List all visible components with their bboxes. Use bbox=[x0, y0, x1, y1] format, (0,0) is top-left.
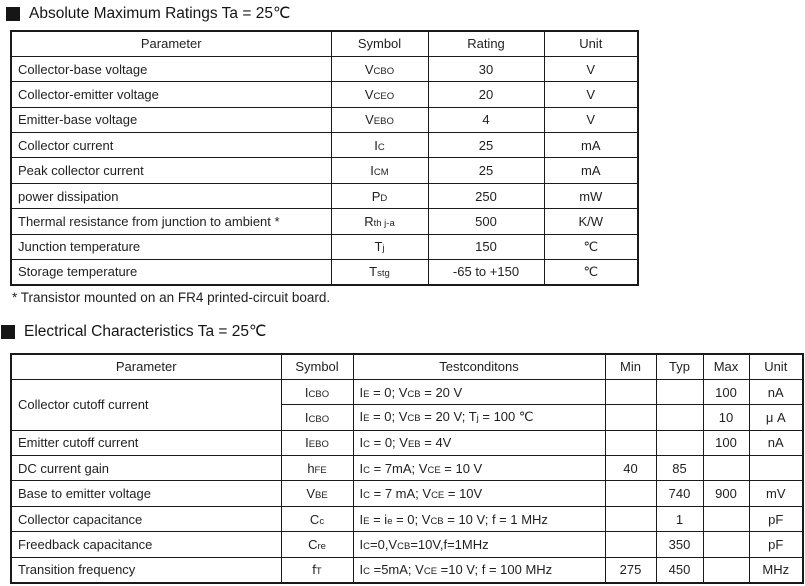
electrical-header-6: Unit bbox=[749, 354, 803, 379]
symbol-text: I bbox=[359, 460, 364, 476]
abs-max-parameter-cell: Thermal resistance from junction to ambient * bbox=[11, 209, 331, 234]
electrical-table-body bbox=[11, 379, 803, 582]
abs-max-row-2 bbox=[11, 107, 638, 132]
subscript-text: CB bbox=[407, 413, 421, 425]
subscript-text: E bbox=[363, 388, 370, 400]
abs-max-parameter-cell: Emitter-base voltage bbox=[11, 107, 331, 132]
abs-max-rating-cell: -65 to +150 bbox=[428, 260, 544, 285]
electrical-parameter-cell: Emitter cutoff current bbox=[11, 430, 281, 455]
abs-max-section-title bbox=[6, 4, 290, 23]
electrical-symbol-cell bbox=[281, 456, 353, 481]
electrical-conditions-cell bbox=[353, 430, 605, 455]
symbol-text: = 4V bbox=[420, 435, 452, 451]
symbol-text: I bbox=[359, 511, 364, 527]
electrical-characteristics-table bbox=[10, 353, 804, 584]
symbol-text: I bbox=[370, 163, 374, 179]
electrical-conditions-cell bbox=[353, 532, 605, 557]
symbol-text: T bbox=[374, 239, 383, 255]
abs-max-parameter-cell: Collector-emitter voltage bbox=[11, 82, 331, 107]
subscript-text: C bbox=[363, 490, 370, 502]
electrical-symbol-cell bbox=[281, 379, 353, 404]
electrical-parameter-cell: Collector cutoff current bbox=[11, 379, 281, 430]
subscript-text: CB bbox=[397, 540, 411, 552]
electrical-header-1: Symbol bbox=[281, 354, 353, 379]
abs-max-header-1: Symbol bbox=[331, 31, 428, 56]
symbol-text: = 7mA; V bbox=[370, 460, 428, 476]
subscript-text: c bbox=[319, 515, 325, 527]
electrical-max-cell bbox=[703, 506, 749, 531]
subscript-text: CBO bbox=[373, 65, 395, 77]
electrical-parameter-cell: Freedback capacitance bbox=[11, 532, 281, 557]
symbol-text: V bbox=[365, 112, 374, 128]
electrical-header-2: Testconditons bbox=[353, 354, 605, 379]
electrical-max-cell bbox=[703, 557, 749, 582]
abs-max-rating-cell: 20 bbox=[428, 82, 544, 107]
symbol-text: V bbox=[306, 486, 315, 502]
section-marker-icon bbox=[1, 325, 15, 339]
electrical-parameter-cell: DC current gain bbox=[11, 456, 281, 481]
electrical-min-cell bbox=[605, 379, 656, 404]
abs-max-symbol-cell bbox=[331, 133, 428, 158]
electrical-title-text: Electrical Characteristics Ta = 25℃ bbox=[24, 323, 267, 340]
electrical-unit-cell: MHz bbox=[749, 557, 803, 582]
electrical-symbol-cell bbox=[281, 481, 353, 506]
symbol-text: = 20 V; T bbox=[420, 409, 477, 425]
electrical-conditions-cell bbox=[353, 456, 605, 481]
symbol-text: h bbox=[307, 460, 315, 476]
electrical-symbol-cell bbox=[281, 506, 353, 531]
electrical-conditions-cell bbox=[353, 405, 605, 430]
symbol-text: C bbox=[308, 536, 318, 552]
abs-max-unit-cell: V bbox=[544, 56, 638, 81]
electrical-parameter-cell: Collector capacitance bbox=[11, 506, 281, 531]
electrical-symbol-cell bbox=[281, 430, 353, 455]
electrical-max-cell bbox=[703, 532, 749, 557]
electrical-parameter-cell: Transition frequency bbox=[11, 557, 281, 582]
subscript-text: j bbox=[382, 243, 385, 255]
electrical-unit-cell: μ A bbox=[749, 405, 803, 430]
electrical-typ-cell bbox=[656, 405, 703, 430]
subscript-text: EB bbox=[407, 439, 421, 451]
electrical-symbol-cell bbox=[281, 405, 353, 430]
symbol-text: I bbox=[359, 536, 364, 552]
abs-max-parameter-cell: Peak collector current bbox=[11, 158, 331, 183]
electrical-row-6 bbox=[11, 532, 803, 557]
electrical-min-cell: 275 bbox=[605, 557, 656, 582]
electrical-typ-cell: 1 bbox=[656, 506, 703, 531]
electrical-unit-cell: pF bbox=[749, 532, 803, 557]
electrical-header-3: Min bbox=[605, 354, 656, 379]
subscript-text: C bbox=[377, 141, 385, 153]
electrical-row-4 bbox=[11, 481, 803, 506]
electrical-max-cell: 100 bbox=[703, 379, 749, 404]
subscript-text: e bbox=[387, 515, 393, 527]
symbol-text: R bbox=[364, 213, 374, 229]
symbol-text: I bbox=[305, 435, 309, 451]
subscript-text: CB bbox=[430, 515, 444, 527]
abs-max-rating-cell: 500 bbox=[428, 209, 544, 234]
subscript-text: E bbox=[363, 515, 370, 527]
abs-max-header-0: Parameter bbox=[11, 31, 331, 56]
electrical-typ-cell: 85 bbox=[656, 456, 703, 481]
abs-max-rating-cell: 30 bbox=[428, 56, 544, 81]
subscript-text: C bbox=[363, 439, 370, 451]
abs-max-row-7 bbox=[11, 234, 638, 259]
electrical-typ-cell bbox=[656, 430, 703, 455]
electrical-max-cell: 900 bbox=[703, 481, 749, 506]
abs-max-row-0 bbox=[11, 56, 638, 81]
subscript-text: CBO bbox=[308, 413, 330, 425]
abs-max-symbol-cell bbox=[331, 234, 428, 259]
abs-max-row-4 bbox=[11, 158, 638, 183]
abs-max-unit-cell: K/W bbox=[544, 209, 638, 234]
electrical-unit-cell: nA bbox=[749, 379, 803, 404]
symbol-text: = 100 ℃ bbox=[478, 409, 534, 425]
symbol-text: f bbox=[312, 562, 316, 578]
subscript-text: CE bbox=[427, 464, 441, 476]
abs-max-unit-cell: mW bbox=[544, 183, 638, 208]
section-marker-icon bbox=[6, 7, 20, 21]
abs-max-row-6 bbox=[11, 209, 638, 234]
electrical-min-cell bbox=[605, 506, 656, 531]
subscript-text: th j-a bbox=[373, 217, 395, 229]
subscript-text: CBO bbox=[308, 388, 330, 400]
electrical-max-cell: 10 bbox=[703, 405, 749, 430]
symbol-text: = 10 V; f = 1 MHz bbox=[443, 511, 548, 527]
symbol-text: I bbox=[304, 409, 309, 425]
symbol-text: = 0; V bbox=[392, 511, 431, 527]
subscript-text: CB bbox=[407, 388, 421, 400]
subscript-text: re bbox=[317, 540, 326, 552]
electrical-conditions-cell bbox=[353, 379, 605, 404]
subscript-text: j bbox=[476, 413, 479, 425]
electrical-header-0: Parameter bbox=[11, 354, 281, 379]
abs-max-unit-cell: ℃ bbox=[544, 234, 638, 259]
abs-max-header-2: Rating bbox=[428, 31, 544, 56]
electrical-min-cell bbox=[605, 481, 656, 506]
symbol-text: = 10V bbox=[444, 486, 483, 502]
symbol-text: =0,V bbox=[370, 536, 398, 552]
symbol-text: = 20 V bbox=[420, 384, 463, 400]
subscript-text: C bbox=[363, 464, 370, 476]
subscript-text: FE bbox=[314, 464, 327, 476]
subscript-text: stg bbox=[377, 268, 390, 280]
electrical-min-cell bbox=[605, 430, 656, 455]
subscript-text: D bbox=[380, 192, 388, 204]
symbol-text: I bbox=[304, 384, 309, 400]
electrical-conditions-cell bbox=[353, 557, 605, 582]
abs-max-rating-cell: 25 bbox=[428, 158, 544, 183]
electrical-row-7 bbox=[11, 557, 803, 582]
electrical-typ-cell: 350 bbox=[656, 532, 703, 557]
abs-max-parameter-cell: Collector current bbox=[11, 133, 331, 158]
symbol-text: C bbox=[309, 511, 320, 527]
electrical-unit-cell bbox=[749, 456, 803, 481]
abs-max-parameter-cell: Collector-base voltage bbox=[11, 56, 331, 81]
abs-max-row-1 bbox=[11, 82, 638, 107]
abs-max-header-row bbox=[11, 31, 638, 56]
abs-max-ratings-table bbox=[10, 30, 639, 286]
symbol-text: I bbox=[359, 562, 364, 578]
subscript-text: CE bbox=[431, 490, 445, 502]
symbol-text: = 7 mA; V bbox=[370, 486, 432, 502]
symbol-text: =5mA; V bbox=[370, 562, 424, 578]
abs-max-symbol-cell bbox=[331, 209, 428, 234]
abs-max-rating-cell: 4 bbox=[428, 107, 544, 132]
electrical-min-cell: 40 bbox=[605, 456, 656, 481]
symbol-text: =10V,f=1MHz bbox=[410, 536, 489, 552]
abs-max-parameter-cell: power dissipation bbox=[11, 183, 331, 208]
abs-max-symbol-cell bbox=[331, 260, 428, 285]
symbol-text: = 10 V bbox=[440, 460, 483, 476]
electrical-min-cell bbox=[605, 405, 656, 430]
electrical-header-row bbox=[11, 354, 803, 379]
symbol-text: = 0; V bbox=[369, 409, 408, 425]
electrical-typ-cell: 740 bbox=[656, 481, 703, 506]
abs-max-header-3: Unit bbox=[544, 31, 638, 56]
subscript-text: CE bbox=[423, 566, 438, 578]
electrical-unit-cell: nA bbox=[749, 430, 803, 455]
electrical-typ-cell bbox=[656, 379, 703, 404]
abs-max-unit-cell: V bbox=[544, 82, 638, 107]
abs-max-rating-cell: 25 bbox=[428, 133, 544, 158]
abs-max-table-body bbox=[11, 56, 638, 285]
abs-max-parameter-cell: Junction temperature bbox=[11, 234, 331, 259]
symbol-text: V bbox=[364, 61, 374, 77]
electrical-unit-cell: mV bbox=[749, 481, 803, 506]
abs-max-unit-cell: V bbox=[544, 107, 638, 132]
abs-max-footnote: * Transistor mounted on an FR4 printed-circuit board. bbox=[12, 290, 331, 305]
electrical-parameter-cell: Base to emitter voltage bbox=[11, 481, 281, 506]
abs-max-rating-cell: 150 bbox=[428, 234, 544, 259]
symbol-text: I bbox=[359, 486, 364, 502]
subscript-text: T bbox=[315, 566, 322, 578]
subscript-text: EBO bbox=[308, 439, 329, 451]
abs-max-unit-cell: mA bbox=[544, 133, 638, 158]
electrical-min-cell bbox=[605, 532, 656, 557]
electrical-header-5: Max bbox=[703, 354, 749, 379]
electrical-typ-cell: 450 bbox=[656, 557, 703, 582]
electrical-header-4: Typ bbox=[656, 354, 703, 379]
abs-max-symbol-cell bbox=[331, 107, 428, 132]
electrical-row-2 bbox=[11, 430, 803, 455]
abs-max-symbol-cell bbox=[331, 158, 428, 183]
electrical-symbol-cell bbox=[281, 557, 353, 582]
symbol-text: I bbox=[359, 384, 364, 400]
abs-max-rating-cell: 250 bbox=[428, 183, 544, 208]
symbol-text: P bbox=[371, 188, 381, 204]
electrical-conditions-cell bbox=[353, 481, 605, 506]
electrical-unit-cell: pF bbox=[749, 506, 803, 531]
subscript-text: CEO bbox=[373, 90, 395, 102]
electrical-row-5 bbox=[11, 506, 803, 531]
electrical-row-3 bbox=[11, 456, 803, 481]
subscript-text: EBO bbox=[373, 116, 394, 128]
symbol-text: V bbox=[364, 86, 374, 102]
electrical-section-title bbox=[1, 322, 266, 341]
subscript-text: E bbox=[363, 413, 370, 425]
subscript-text: BE bbox=[314, 490, 328, 502]
symbol-text: = 0; V bbox=[369, 384, 408, 400]
abs-max-row-3 bbox=[11, 133, 638, 158]
symbol-text: I bbox=[359, 435, 364, 451]
abs-max-symbol-cell bbox=[331, 56, 428, 81]
symbol-text: = i bbox=[369, 511, 388, 527]
subscript-text: C bbox=[363, 540, 370, 552]
symbol-text: =10 V; f = 100 MHz bbox=[437, 562, 553, 578]
subscript-text: CM bbox=[373, 167, 389, 179]
abs-max-unit-cell: mA bbox=[544, 158, 638, 183]
electrical-max-cell bbox=[703, 456, 749, 481]
electrical-max-cell: 100 bbox=[703, 430, 749, 455]
electrical-symbol-cell bbox=[281, 532, 353, 557]
symbol-text: T bbox=[369, 264, 378, 280]
electrical-row-0 bbox=[11, 379, 803, 404]
electrical-conditions-cell bbox=[353, 506, 605, 531]
symbol-text: = 0; V bbox=[370, 435, 408, 451]
abs-max-parameter-cell: Storage temperature bbox=[11, 260, 331, 285]
abs-max-row-5 bbox=[11, 183, 638, 208]
abs-max-symbol-cell bbox=[331, 183, 428, 208]
symbol-text: I bbox=[374, 137, 378, 153]
abs-max-title-text: Absolute Maximum Ratings Ta = 25℃ bbox=[29, 5, 291, 22]
abs-max-symbol-cell bbox=[331, 82, 428, 107]
subscript-text: C bbox=[363, 566, 370, 578]
abs-max-row-8 bbox=[11, 260, 638, 285]
abs-max-unit-cell: ℃ bbox=[544, 260, 638, 285]
symbol-text: I bbox=[359, 409, 364, 425]
